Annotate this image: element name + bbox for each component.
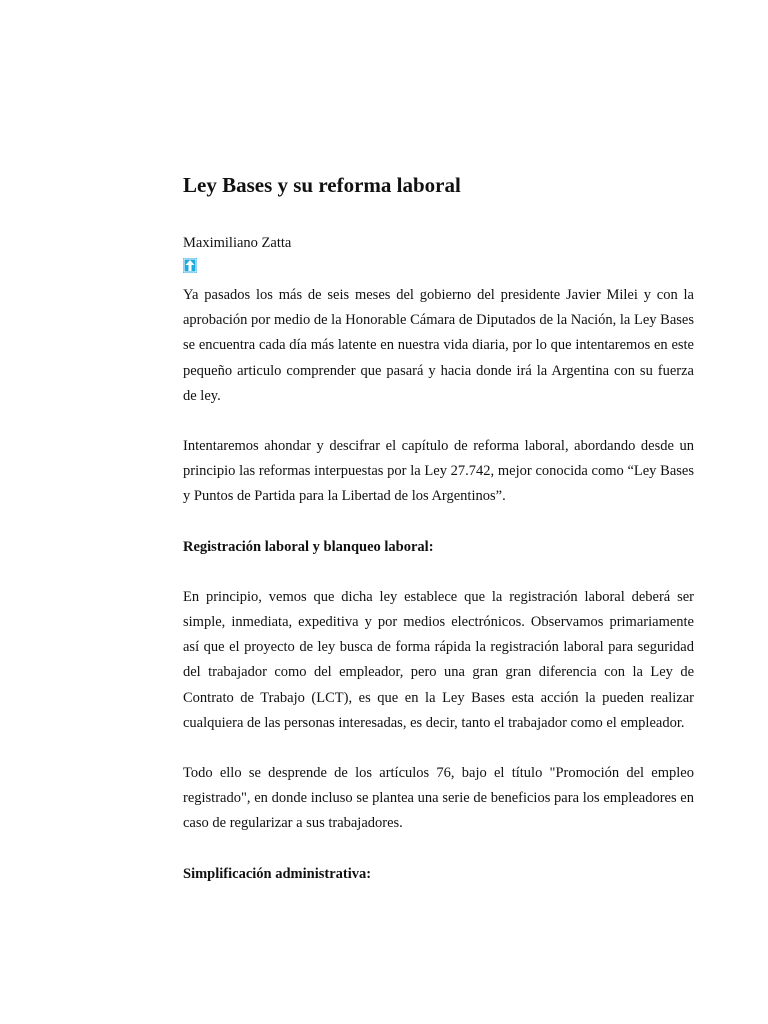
paragraph-objective: Intentaremos ahondar y descifrar el capítulo de reforma laboral, abordando desde un principio las reformas interpuestas por la Ley 27.742, mejor conocida como “Ley Bases y Puntos de Partida para la Libertad de los Argentinos”.	[183, 438, 694, 505]
section-heading-simplificacion: Simplificación administrativa:	[183, 865, 372, 882]
document-page	[183, 170, 694, 887]
paragraph-articulo-76: Todo ello se desprende de los artículos 76, bajo el título "Promoción del empleo registrado", en donde incluso se plantea una serie de beneficios para los empleadores en caso de regularizar a sus trabajadores.	[183, 765, 694, 832]
section-heading-registracion: Registración laboral y blanqueo laboral:	[183, 538, 434, 555]
paragraph-intro: Ya pasados los más de seis meses del gobierno del presidente Javier Milei y con la aprobación por medio de la Honorable Cámara de Diputados de la Nación, la Ley Bases se encuentra cada día más latente en nuestra vida diaria, por lo que intentaremos en este pequeño articulo comprender que pasará y hacia donde irá la Argentina con su fuerza de ley.	[183, 287, 694, 404]
document-title: Ley Bases y su reforma laboral	[183, 173, 461, 197]
scroll-to-top-icon[interactable]	[183, 258, 197, 273]
author-name: Maximiliano Zatta	[183, 235, 292, 251]
paragraph-registracion: En principio, vemos que dicha ley establece que la registración laboral deberá ser simple, inmediata, expeditiva y por medios electrónicos. Observamos primariamente así que el proyecto de ley busca de forma rápida la registración laboral para seguridad del trabajador como del empleador, pero una gran gran diferencia con la Ley de Contrato de Trabajo (LCT), es que en la Ley Bases esta acción la pueden realizar cualquiera de las personas interesadas, es decir, tanto el trabajador como el empleador.	[183, 588, 694, 731]
